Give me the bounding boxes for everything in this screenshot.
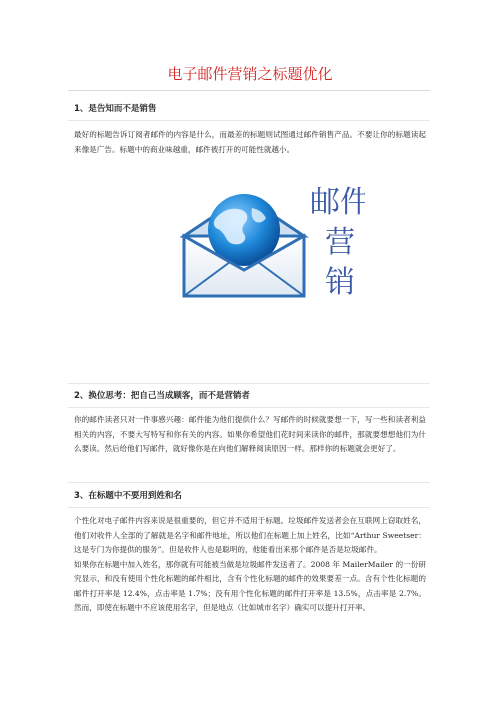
section-1-heading: 1、是告知而不是销售	[74, 104, 157, 114]
title-divider	[68, 90, 430, 91]
email-marketing-illustration	[180, 178, 365, 302]
document-title: 电子邮件营销之标题优化	[167, 65, 333, 83]
globe-envelope-icon	[180, 178, 365, 302]
illustration-text-line-2: 营	[325, 225, 355, 260]
illustration-text-line-3: 销	[325, 265, 355, 300]
section-2-divider-top	[68, 383, 430, 384]
paragraph-text: 最好的标题告诉订阅者邮件的内容是什么，而最差的标题则试图通过邮件销售产品。不要让你的标题读起来像是广告。标题中的商业味越重，邮件被打开的可能性就越小。	[74, 130, 426, 154]
section-3-divider	[68, 507, 430, 508]
paragraph-text: 如果你在标题中加入姓名，那你就有可能被当做是垃圾邮件发送者了。2008 年 MailerMailer 的一份研究显示，和没有使用个性化标题的邮件相比，含有个性化标题的邮件的效果要差一点。含有个性化标题的邮件打开率是 12.4%，点击率是 1.7%；没有用个性化标题的邮件打开率是 13.5%，点击率是 2.7%。然而，即使在标题中不应该使用名字，但是地点（比如城市名字）确实可以提升打开率。	[74, 559, 426, 612]
section-3-heading: 3、在标题中不要用到姓和名	[74, 491, 182, 501]
illustration-text-line-1: 邮件	[310, 185, 365, 220]
paragraph-text: 你的邮件读者只对一件事感兴趣：邮件能为他们提供什么？写邮件的时候就要想一下，写一些和读者利益相关的内容，不要大写特写和你有关的内容。如果你希望他们花时间来读你的邮件，那就要想想他们为什么要读。然后给他们写邮件，就好像你是在向他们解释阅读原因一样。那样你的标题就会更好了。	[74, 415, 426, 453]
section-2-paragraph	[74, 413, 426, 457]
section-1-paragraph	[74, 128, 426, 157]
section-1-divider	[68, 120, 430, 121]
section-3-divider-top	[68, 482, 430, 483]
paragraph-text: 个性化对电子邮件内容来说是很重要的，但它并不适用于标题。垃圾邮件发送者会在互联网上窃取姓名，他们对收件人全部的了解就是名字和邮件地址，所以他们在标题上加上姓名，比如“Arthur Sweetser：这是专门为你提供的服务”。但是收件人也是聪明的，他能看出来那个邮件是否是垃圾邮件。	[74, 516, 426, 554]
section-2-heading: 2、换位思考：把自己当成顾客，而不是营销者	[74, 391, 250, 401]
section-3-paragraph	[74, 514, 426, 616]
section-2-divider	[68, 407, 430, 408]
